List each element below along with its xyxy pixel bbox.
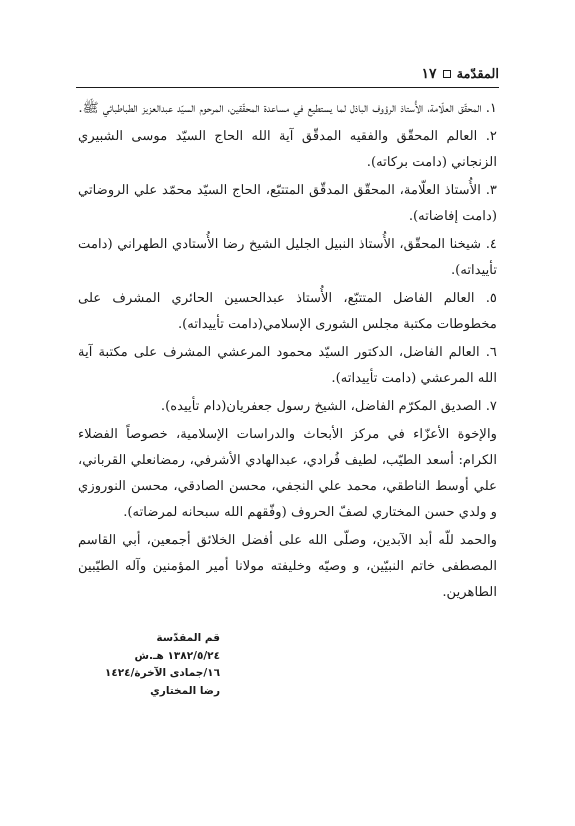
- body-text: [78, 96, 497, 608]
- acknowledgement-item-4: ٤. شيخنا المحقّق، الأُستاذ النبيل الجليل الشيخ رضا الأُستادي الطهراني (دامت تأييداته).: [78, 237, 497, 278]
- signature-name: رضا المختاري: [150, 684, 220, 697]
- running-header: [422, 64, 499, 84]
- signature-date-lunar: ١٦/جمادى الآخرة/١٤٢٤: [104, 667, 220, 679]
- brothers-paragraph: والإخوة الأعزّاء في مركز الأبحاث والدراسات الإسلامية، خصوصاً الفضلاء الكرام: أسعد الطيّب، لطيف فُرادي، عبدالهادي الأشرفي، رمضانعلي القرباني، علي أوسط الناطقي، محمد علي النجفي، محسن الصادقي، محسن النوروزي و ولدي حسن المختاري لصفّ الحروف (وفّقهم الله سبحانه لمرضاته).: [78, 427, 497, 520]
- acknowledgement-item-5: ٥. العالم الفاضل المتتبّع، الأُستاذ عبدالحسين الحائري المشرف على مخطوطات مكتبة مجلس الشورى الإسلامي(دامت تأييداته).: [78, 291, 497, 332]
- closing-paragraph: والحمد للّه أبد الآبدين، وصلّى الله على أفضل الخلائق أجمعين، أبي القاسم المصطفى خاتم النبيّين، و وصيّه وخليفته مولانا أمير المؤمنين وآله الطيّبين الطاهرين.: [78, 533, 497, 600]
- acknowledgement-item-3: ٣. الأُستاذ العلّامة، المحقّق المدقّق المتتبّع، الحاج السيّد محمّد علي الروضاتي (دامت إفاضاته).: [78, 183, 497, 224]
- acknowledgement-item-1: ١. المحقّق العلّامة، الأُستاذ الرؤوف الباذل لما يستطيع في مساعدة المحقّقين، المرحوم السيّد عبدالعزيز الطباطبائي ﷺ.: [78, 101, 497, 116]
- separator-box-icon: [443, 70, 451, 78]
- section-title: المقدّمة: [456, 66, 499, 82]
- header-rule: [76, 87, 499, 88]
- acknowledgement-item-7: ٧. الصديق المكرّم الفاضل، الشيخ رسول جعفريان(دام تأييده).: [160, 399, 497, 414]
- page-number: ١٧: [421, 66, 437, 82]
- acknowledgement-item-6: ٦. العالم الفاضل، الدكتور السيّد محمود المرعشي المشرف على مكتبة آية الله المرعشي (دامت تأييداته).: [78, 345, 497, 386]
- signature-place: قم المقدّسة: [156, 632, 220, 644]
- signature-block: [80, 630, 220, 700]
- acknowledgement-item-2: ٢. العالم المحقّق والفقيه المدقّق آية الله الحاج السيّد موسى الشبيري الزنجاني (دامت بركاته).: [78, 129, 497, 170]
- signature-date-solar: ١٣٨٢/٥/٢٤ هـ.ش: [134, 649, 220, 662]
